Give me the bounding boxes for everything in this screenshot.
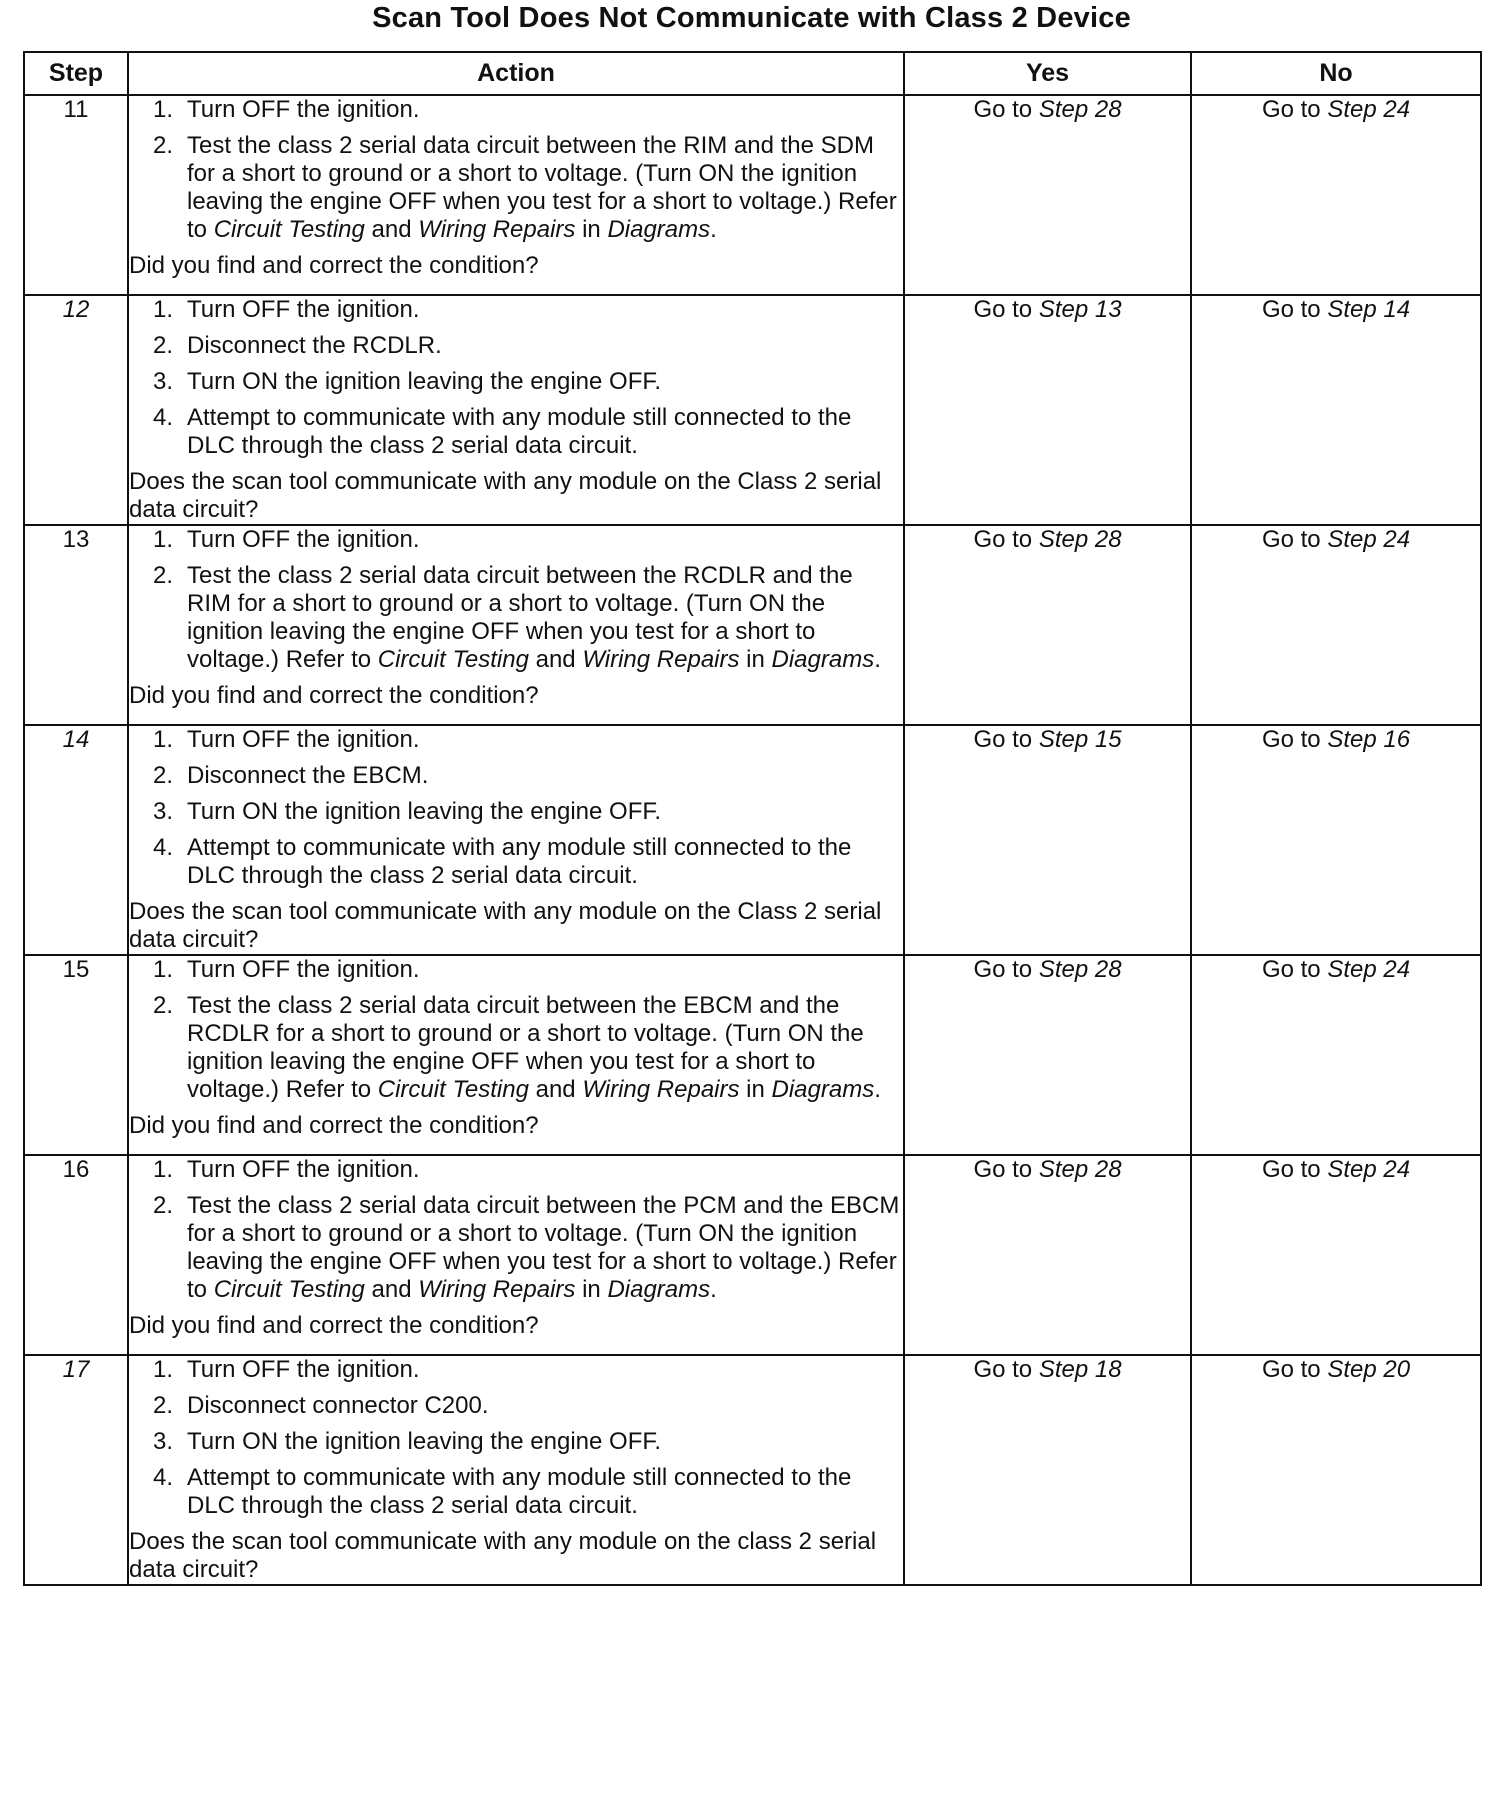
no-cell: Go to Step 24 — [1191, 525, 1481, 725]
list-item: 2. Test the class 2 serial data circuit between the RCDLR and the RIM for a short to ground or a short to voltage. (Turn ON the ignition leaving the engine OFF when you test for a short to voltage.) Refer to Circuit Testing and Wiring Repairs in Diagrams. — [153, 562, 881, 673]
table-row — [24, 955, 1481, 1155]
step-number: 15 — [24, 955, 128, 1155]
table-row — [24, 1355, 1481, 1585]
no-link[interactable]: Step 20 — [1327, 1356, 1411, 1383]
yes-link[interactable]: Step 13 — [1038, 296, 1122, 323]
table-row — [24, 1155, 1481, 1355]
page-title: Scan Tool Does Not Communicate with Class 2 Device — [372, 2, 1131, 34]
list-item: 1. Turn OFF the ignition. — [153, 296, 420, 323]
table-header-row — [24, 52, 1481, 95]
list-item: 2. Test the class 2 serial data circuit between the PCM and the EBCM for a short to ground or a short to voltage. (Turn ON the ignition leaving the engine OFF when you test for a short to voltage.) Refer to Circuit Testing and Wiring Repairs in Diagrams. — [153, 1192, 900, 1303]
list-item: 3. Turn ON the ignition leaving the engine OFF. — [153, 1428, 662, 1455]
yes-cell: Go to Step 28 — [904, 95, 1191, 295]
yes-cell: Go to Step 18 — [904, 1355, 1191, 1585]
yes-link[interactable]: Step 15 — [1038, 726, 1122, 753]
no-link[interactable]: Step 24 — [1327, 956, 1411, 983]
action-cell — [128, 95, 904, 295]
yes-link[interactable]: Step 28 — [1038, 96, 1122, 123]
yes-link[interactable]: Step 28 — [1038, 956, 1122, 983]
no-link[interactable]: Step 14 — [1327, 296, 1411, 323]
table-row — [24, 525, 1481, 725]
no-link[interactable]: Step 16 — [1327, 726, 1411, 753]
step-number: 14 — [24, 725, 128, 955]
question: Does the scan tool communicate with any module on the class 2 serial data circuit? — [129, 1528, 877, 1583]
question: Does the scan tool communicate with any module on the Class 2 serial data circuit? — [129, 898, 882, 953]
no-cell: Go to Step 14 — [1191, 295, 1481, 525]
list-item: 4. Attempt to communicate with any module still connected to the DLC through the class 2 serial data circuit. — [153, 404, 852, 459]
list-item: 2. Disconnect the EBCM. — [153, 762, 429, 789]
yes-cell: Go to Step 28 — [904, 525, 1191, 725]
list-item: 2. Disconnect the RCDLR. — [153, 332, 442, 359]
table-row — [24, 725, 1481, 955]
header-step: Step — [24, 52, 128, 95]
question: Did you find and correct the condition? — [129, 1312, 539, 1339]
yes-link[interactable]: Step 18 — [1038, 1356, 1122, 1383]
step-number: 17 — [24, 1355, 128, 1585]
list-item: 2. Test the class 2 serial data circuit between the EBCM and the RCDLR for a short to ground or a short to voltage. (Turn ON the ignition leaving the engine OFF when you test for a short to voltage.) Refer to Circuit Testing and Wiring Repairs in Diagrams. — [153, 992, 881, 1103]
yes-cell: Go to Step 28 — [904, 955, 1191, 1155]
action-cell — [128, 1155, 904, 1355]
action-cell — [128, 525, 904, 725]
list-item: 2. Disconnect connector C200. — [153, 1392, 489, 1419]
step-number: 16 — [24, 1155, 128, 1355]
list-item: 4. Attempt to communicate with any module still connected to the DLC through the class 2 serial data circuit. — [153, 1464, 852, 1519]
no-cell: Go to Step 24 — [1191, 1155, 1481, 1355]
list-item: 2. Test the class 2 serial data circuit between the RIM and the SDM for a short to ground or a short to voltage. (Turn ON the ignition leaving the engine OFF when you test for a short to voltage.) Refer to Circuit Testing and Wiring Repairs in Diagrams. — [153, 132, 897, 243]
no-cell: Go to Step 24 — [1191, 955, 1481, 1155]
list-item: 1. Turn OFF the ignition. — [153, 1356, 420, 1383]
no-link[interactable]: Step 24 — [1327, 526, 1411, 553]
question: Did you find and correct the condition? — [129, 1112, 539, 1139]
yes-cell: Go to Step 15 — [904, 725, 1191, 955]
no-cell: Go to Step 16 — [1191, 725, 1481, 955]
yes-link[interactable]: Step 28 — [1038, 526, 1122, 553]
no-cell: Go to Step 20 — [1191, 1355, 1481, 1585]
list-item: 1. Turn OFF the ignition. — [153, 726, 420, 753]
question: Did you find and correct the condition? — [129, 682, 539, 709]
action-cell — [128, 295, 904, 525]
table-row — [24, 95, 1481, 295]
question: Did you find and correct the condition? — [129, 252, 539, 279]
yes-cell: Go to Step 28 — [904, 1155, 1191, 1355]
list-item: 1. Turn OFF the ignition. — [153, 1156, 420, 1183]
list-item: 3. Turn ON the ignition leaving the engine OFF. — [153, 368, 662, 395]
header-yes: Yes — [904, 52, 1191, 95]
list-item: 1. Turn OFF the ignition. — [153, 956, 420, 983]
action-cell — [128, 955, 904, 1155]
list-item: 1. Turn OFF the ignition. — [153, 526, 420, 553]
no-link[interactable]: Step 24 — [1327, 96, 1411, 123]
list-item: 1. Turn OFF the ignition. — [153, 96, 420, 123]
step-number: 12 — [24, 295, 128, 525]
action-cell — [128, 725, 904, 955]
header-action: Action — [128, 52, 904, 95]
step-number: 13 — [24, 525, 128, 725]
yes-link[interactable]: Step 28 — [1038, 1156, 1122, 1183]
list-item: 4. Attempt to communicate with any module still connected to the DLC through the class 2 serial data circuit. — [153, 834, 852, 889]
table-row — [24, 295, 1481, 525]
no-link[interactable]: Step 24 — [1327, 1156, 1411, 1183]
question: Does the scan tool communicate with any module on the Class 2 serial data circuit? — [129, 468, 882, 523]
step-number: 11 — [24, 95, 128, 295]
yes-cell: Go to Step 13 — [904, 295, 1191, 525]
list-item: 3. Turn ON the ignition leaving the engine OFF. — [153, 798, 662, 825]
action-cell — [128, 1355, 904, 1585]
diagnostic-table — [23, 51, 1482, 1586]
no-cell: Go to Step 24 — [1191, 95, 1481, 295]
header-no: No — [1191, 52, 1481, 95]
